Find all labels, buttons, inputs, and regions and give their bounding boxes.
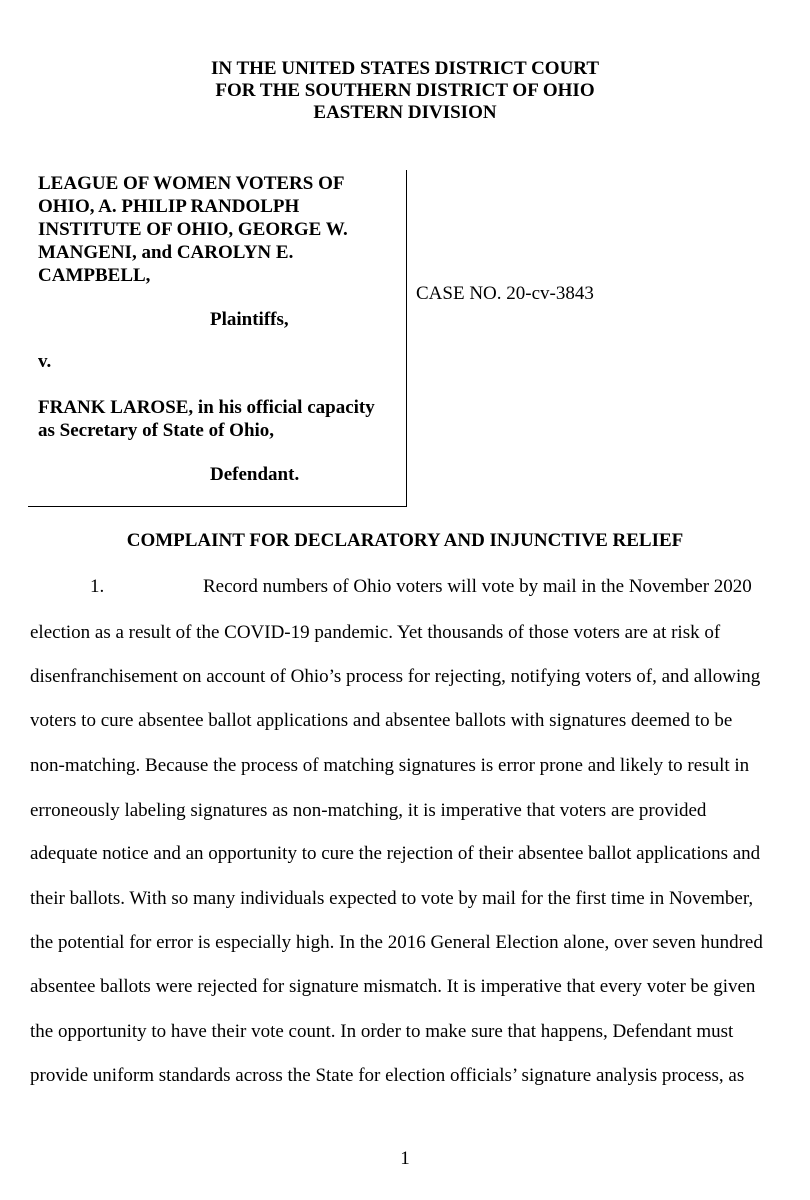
plaintiffs-line: INSTITUTE OF OHIO, GEORGE W. xyxy=(38,219,348,240)
paragraph-line: the potential for error is especially high. In the 2016 General Election alone, over seven hundred xyxy=(30,932,763,953)
defendant-line: FRANK LAROSE, in his official capacity xyxy=(38,397,375,418)
paragraph-line: voters to cure absentee ballot applications and absentee ballots with signatures deemed to be xyxy=(30,710,733,731)
paragraph-line: provide uniform standards across the State for election officials’ signature analysis process, as xyxy=(30,1065,745,1086)
case-number: CASE NO. 20-cv-3843 xyxy=(416,283,594,304)
plaintiffs-line: OHIO, A. PHILIP RANDOLPH xyxy=(38,196,300,217)
court-line-3: EASTERN DIVISION xyxy=(313,102,497,123)
court-line-1: IN THE UNITED STATES DISTRICT COURT xyxy=(210,58,600,79)
paragraph-number: 1. xyxy=(90,576,105,597)
paragraph-line: adequate notice and an opportunity to cure the rejection of their absentee ballot applications and xyxy=(30,843,761,864)
plaintiffs-line: LEAGUE OF WOMEN VOTERS OF xyxy=(38,173,345,194)
page-number: 1 xyxy=(400,1148,410,1169)
paragraph-line: the opportunity to have their vote count. In order to make sure that happens, Defendant must xyxy=(30,1021,734,1042)
defendant-name xyxy=(38,396,375,442)
paragraph-line: election as a result of the COVID-19 pandemic. Yet thousands of those voters are at risk of xyxy=(30,622,721,643)
paragraph-line: disenfranchisement on account of Ohio’s process for rejecting, notifying voters of, and allowing xyxy=(30,666,761,687)
document-title: COMPLAINT FOR DECLARATORY AND INJUNCTIVE RELIEF xyxy=(126,530,684,551)
defendant-line: as Secretary of State of Ohio, xyxy=(38,420,275,441)
court-header xyxy=(0,58,810,124)
paragraph-line: their ballots. With so many individuals expected to vote by mail for the first time in November, xyxy=(30,888,754,909)
court-line-2: FOR THE SOUTHERN DISTRICT OF OHIO xyxy=(215,80,595,101)
paragraph-line: erroneously labeling signatures as non-matching, it is imperative that voters are provided xyxy=(30,800,707,821)
defendant-label: Defendant. xyxy=(210,464,300,485)
plaintiffs-line: CAMPBELL, xyxy=(38,265,151,286)
plaintiffs-line: MANGENI, and CAROLYN E. xyxy=(38,242,294,263)
plaintiffs-names xyxy=(38,172,348,287)
plaintiffs-label: Plaintiffs, xyxy=(210,309,289,330)
versus-label: v. xyxy=(38,351,52,372)
paragraph-line: non-matching. Because the process of matching signatures is error prone and likely to result in xyxy=(30,755,750,776)
paragraph-first-line: Record numbers of Ohio voters will vote by mail in the November 2020 xyxy=(203,576,752,597)
paragraph-line: absentee ballots were rejected for signature mismatch. It is imperative that every voter be given xyxy=(30,976,756,997)
